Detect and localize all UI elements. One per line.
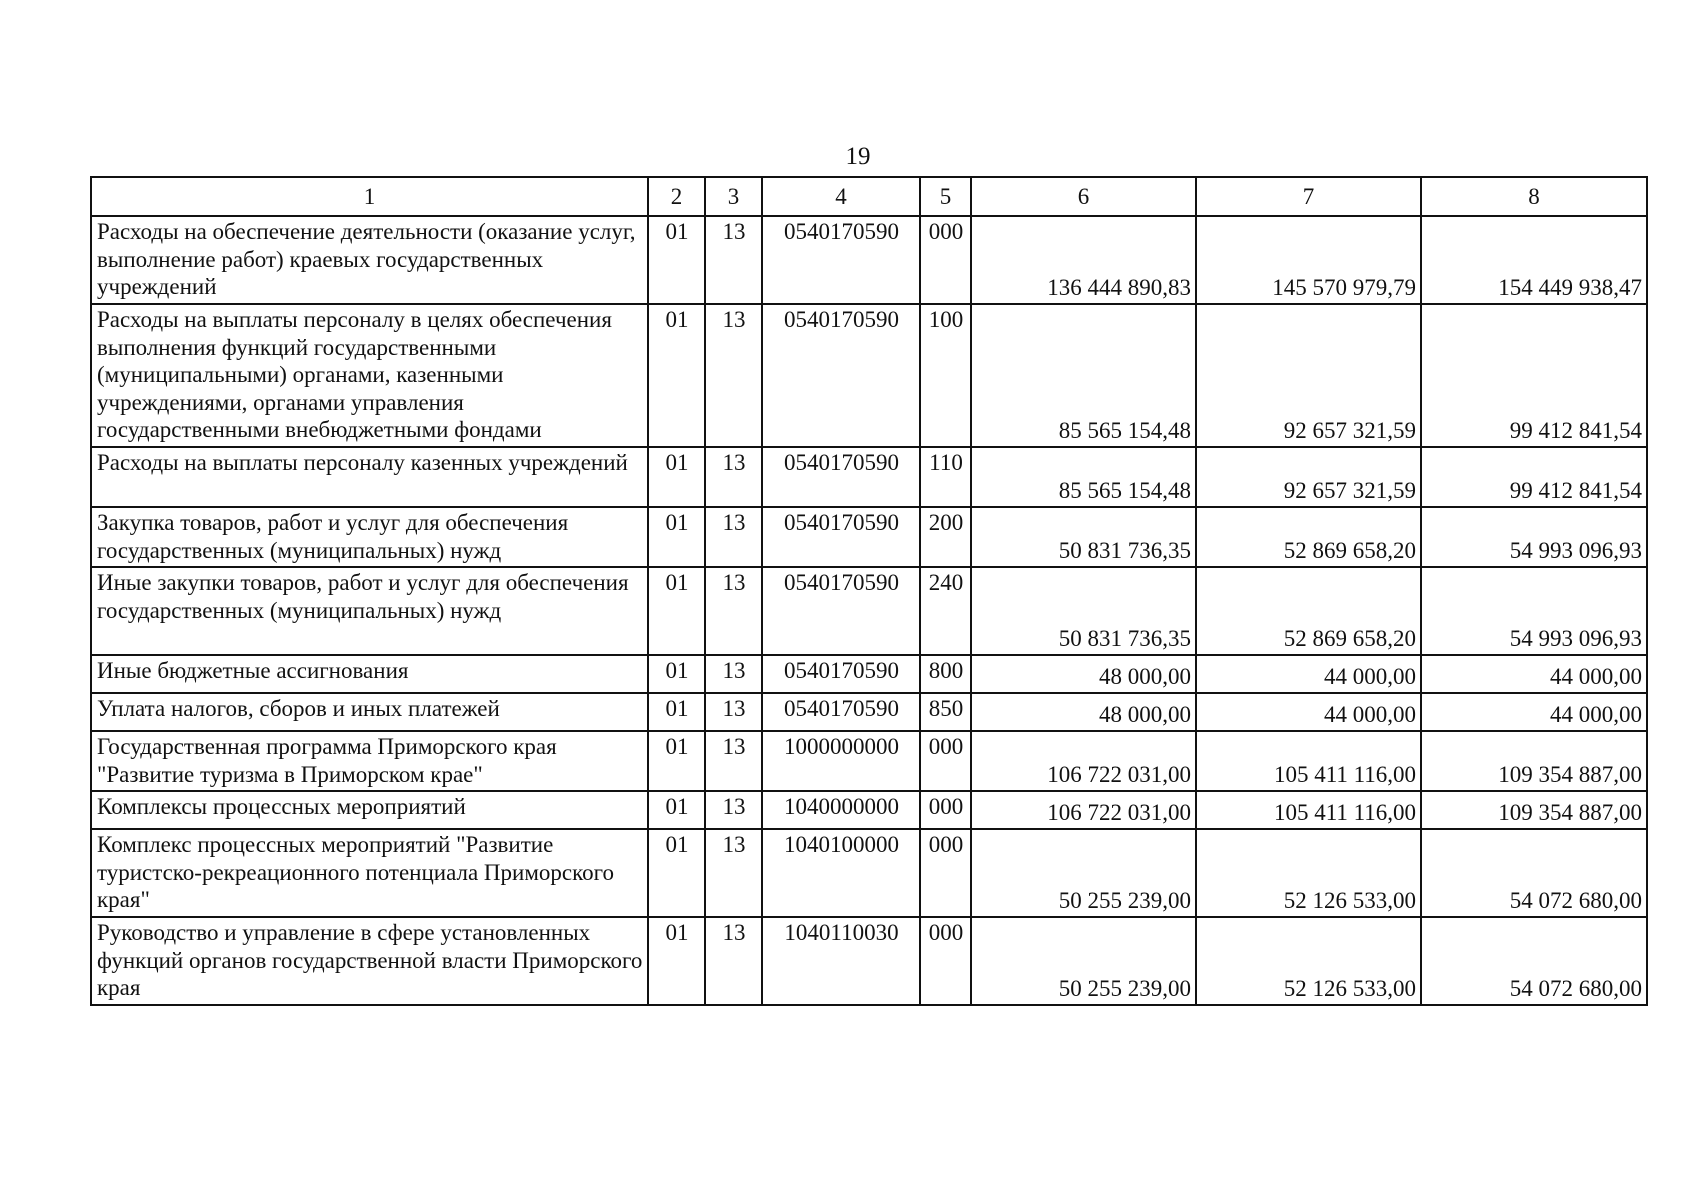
amount-col-8: 54 993 096,93 bbox=[1421, 567, 1647, 655]
amount-col-6: 50 255 239,00 bbox=[971, 917, 1196, 1005]
table-row bbox=[91, 693, 1647, 731]
amount-col-7: 44 000,00 bbox=[1196, 693, 1421, 731]
amount-col-8: 154 449 938,47 bbox=[1421, 216, 1647, 304]
table-row bbox=[91, 216, 1647, 304]
amount-col-7: 105 411 116,00 bbox=[1196, 731, 1421, 791]
column-header: 3 bbox=[705, 177, 762, 216]
column-header: 4 bbox=[762, 177, 920, 216]
amount-col-7: 92 657 321,59 bbox=[1196, 447, 1421, 507]
section-code: 01 bbox=[648, 791, 705, 829]
column-header: 7 bbox=[1196, 177, 1421, 216]
subsection-code: 13 bbox=[705, 216, 762, 304]
amount-col-6: 48 000,00 bbox=[971, 693, 1196, 731]
section-code: 01 bbox=[648, 567, 705, 655]
table-row bbox=[91, 304, 1647, 447]
amount-col-8: 99 412 841,54 bbox=[1421, 447, 1647, 507]
expense-type-code: 800 bbox=[920, 655, 971, 693]
subsection-code: 13 bbox=[705, 693, 762, 731]
column-header: 1 bbox=[91, 177, 648, 216]
expense-type-code: 100 bbox=[920, 304, 971, 447]
section-code: 01 bbox=[648, 447, 705, 507]
subsection-code: 13 bbox=[705, 731, 762, 791]
table-row bbox=[91, 917, 1647, 1005]
subsection-code: 13 bbox=[705, 567, 762, 655]
amount-col-8: 54 072 680,00 bbox=[1421, 829, 1647, 917]
table-row bbox=[91, 507, 1647, 567]
column-number-row bbox=[91, 177, 1647, 216]
expense-name: Уплата налогов, сборов и иных платежей bbox=[91, 693, 648, 731]
column-header: 6 bbox=[971, 177, 1196, 216]
budget-table bbox=[90, 176, 1648, 1006]
expense-name: Расходы на обеспечение деятельности (оказание услуг, выполнение работ) краевых государственных учреждений bbox=[91, 216, 648, 304]
subsection-code: 13 bbox=[705, 655, 762, 693]
amount-col-8: 99 412 841,54 bbox=[1421, 304, 1647, 447]
amount-col-7: 52 126 533,00 bbox=[1196, 829, 1421, 917]
section-code: 01 bbox=[648, 917, 705, 1005]
expense-type-code: 850 bbox=[920, 693, 971, 731]
amount-col-6: 48 000,00 bbox=[971, 655, 1196, 693]
amount-col-6: 106 722 031,00 bbox=[971, 731, 1196, 791]
expense-type-code: 000 bbox=[920, 917, 971, 1005]
amount-col-6: 50 255 239,00 bbox=[971, 829, 1196, 917]
expense-name: Расходы на выплаты персоналу казенных учреждений bbox=[91, 447, 648, 507]
table-row bbox=[91, 731, 1647, 791]
amount-col-8: 44 000,00 bbox=[1421, 693, 1647, 731]
table-row bbox=[91, 447, 1647, 507]
column-header: 8 bbox=[1421, 177, 1647, 216]
table-row bbox=[91, 655, 1647, 693]
section-code: 01 bbox=[648, 507, 705, 567]
expense-name: Комплексы процессных мероприятий bbox=[91, 791, 648, 829]
amount-col-6: 50 831 736,35 bbox=[971, 567, 1196, 655]
section-code: 01 bbox=[648, 304, 705, 447]
table-row bbox=[91, 829, 1647, 917]
target-article-code: 1040100000 bbox=[762, 829, 920, 917]
subsection-code: 13 bbox=[705, 447, 762, 507]
amount-col-8: 109 354 887,00 bbox=[1421, 731, 1647, 791]
target-article-code: 1040110030 bbox=[762, 917, 920, 1005]
amount-col-6: 136 444 890,83 bbox=[971, 216, 1196, 304]
table-row bbox=[91, 567, 1647, 655]
expense-type-code: 110 bbox=[920, 447, 971, 507]
amount-col-6: 106 722 031,00 bbox=[971, 791, 1196, 829]
subsection-code: 13 bbox=[705, 304, 762, 447]
subsection-code: 13 bbox=[705, 917, 762, 1005]
expense-type-code: 240 bbox=[920, 567, 971, 655]
page-number: 19 bbox=[845, 143, 871, 170]
target-article-code: 0540170590 bbox=[762, 655, 920, 693]
expense-name: Закупка товаров, работ и услуг для обеспечения государственных (муниципальных) нужд bbox=[91, 507, 648, 567]
target-article-code: 0540170590 bbox=[762, 216, 920, 304]
amount-col-7: 105 411 116,00 bbox=[1196, 791, 1421, 829]
amount-col-7: 52 126 533,00 bbox=[1196, 917, 1421, 1005]
amount-col-8: 109 354 887,00 bbox=[1421, 791, 1647, 829]
expense-name: Иные закупки товаров, работ и услуг для обеспечения государственных (муниципальных) нужд bbox=[91, 567, 648, 655]
expense-name: Расходы на выплаты персоналу в целях обеспечения выполнения функций государственными (муниципальными) органами, казенными учреждениями, органами управления государственными внебюджетными фондами bbox=[91, 304, 648, 447]
amount-col-8: 54 072 680,00 bbox=[1421, 917, 1647, 1005]
subsection-code: 13 bbox=[705, 507, 762, 567]
amount-col-7: 145 570 979,79 bbox=[1196, 216, 1421, 304]
expense-type-code: 200 bbox=[920, 507, 971, 567]
target-article-code: 0540170590 bbox=[762, 447, 920, 507]
expense-name: Государственная программа Приморского края "Развитие туризма в Приморском крае" bbox=[91, 731, 648, 791]
target-article-code: 0540170590 bbox=[762, 304, 920, 447]
section-code: 01 bbox=[648, 655, 705, 693]
amount-col-7: 92 657 321,59 bbox=[1196, 304, 1421, 447]
section-code: 01 bbox=[648, 216, 705, 304]
expense-type-code: 000 bbox=[920, 791, 971, 829]
amount-col-6: 85 565 154,48 bbox=[971, 447, 1196, 507]
target-article-code: 0540170590 bbox=[762, 693, 920, 731]
column-header: 2 bbox=[648, 177, 705, 216]
amount-col-6: 50 831 736,35 bbox=[971, 507, 1196, 567]
subsection-code: 13 bbox=[705, 829, 762, 917]
target-article-code: 1000000000 bbox=[762, 731, 920, 791]
amount-col-8: 44 000,00 bbox=[1421, 655, 1647, 693]
section-code: 01 bbox=[648, 829, 705, 917]
target-article-code: 0540170590 bbox=[762, 507, 920, 567]
amount-col-7: 52 869 658,20 bbox=[1196, 567, 1421, 655]
section-code: 01 bbox=[648, 693, 705, 731]
expense-type-code: 000 bbox=[920, 829, 971, 917]
amount-col-8: 54 993 096,93 bbox=[1421, 507, 1647, 567]
expense-type-code: 000 bbox=[920, 216, 971, 304]
subsection-code: 13 bbox=[705, 791, 762, 829]
table-row bbox=[91, 791, 1647, 829]
amount-col-7: 44 000,00 bbox=[1196, 655, 1421, 693]
expense-name: Комплекс процессных мероприятий "Развитие туристско-рекреационного потенциала Приморского края" bbox=[91, 829, 648, 917]
expense-name: Руководство и управление в сфере установленных функций органов государственной власти Приморского края bbox=[91, 917, 648, 1005]
target-article-code: 1040000000 bbox=[762, 791, 920, 829]
expense-name: Иные бюджетные ассигнования bbox=[91, 655, 648, 693]
target-article-code: 0540170590 bbox=[762, 567, 920, 655]
expense-type-code: 000 bbox=[920, 731, 971, 791]
amount-col-7: 52 869 658,20 bbox=[1196, 507, 1421, 567]
section-code: 01 bbox=[648, 731, 705, 791]
amount-col-6: 85 565 154,48 bbox=[971, 304, 1196, 447]
column-header: 5 bbox=[920, 177, 971, 216]
